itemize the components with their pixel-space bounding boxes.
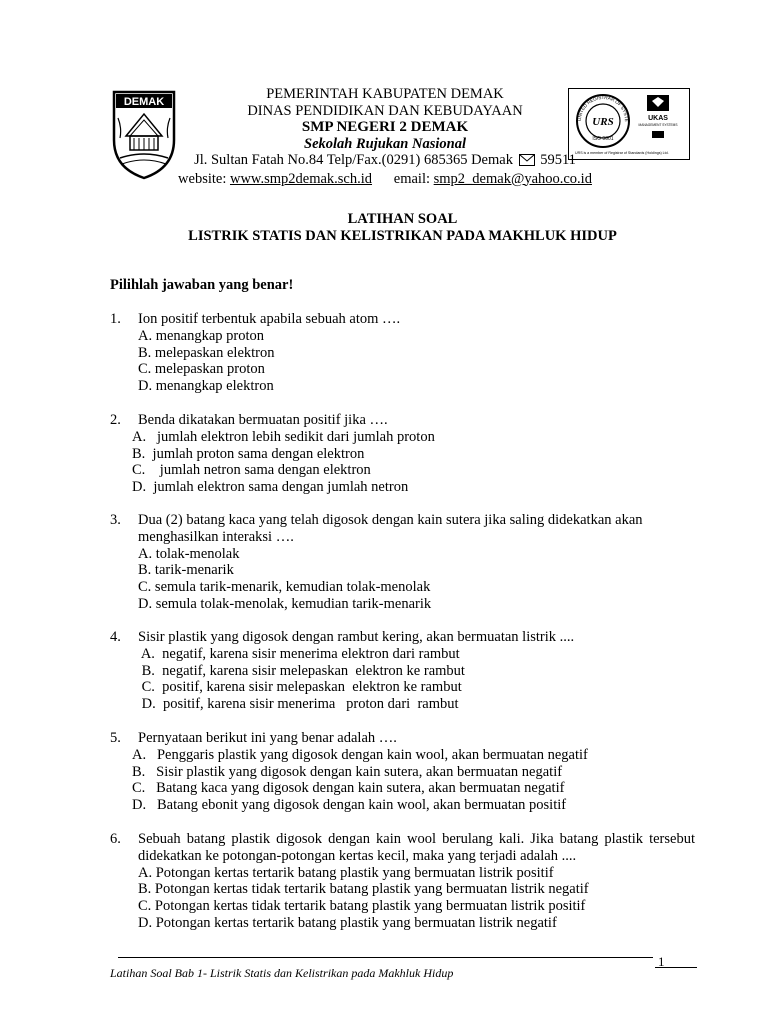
website-label: website:	[178, 170, 227, 187]
address-text: Jl. Sultan Fatah No.84 Telp/Fax.(0291) 685365 Demak	[194, 152, 513, 168]
question-number: 1.	[110, 311, 121, 327]
option-b: B. negatif, karena sisir melepaskan elektron ke rambut	[138, 662, 465, 679]
website-link[interactable]: www.smp2demak.sch.id	[229, 170, 373, 187]
page-number-rule	[655, 967, 697, 968]
question-stem: Pernyataan berikut ini yang benar adalah ….	[138, 730, 397, 746]
question-stem: Sisir plastik yang digosok dengan rambut kering, akan bermuatan listrik ....	[138, 629, 575, 645]
cert-ukas-text: UKAS	[648, 115, 668, 122]
question-number: 4.	[110, 629, 121, 645]
option-c: C. Batang kaca yang digosok dengan kain sutera, akan bermuatan negatif	[132, 780, 565, 797]
option-a: A. jumlah elektron lebih sedikit dari jumlah proton	[132, 428, 435, 445]
option-c: C. melepaskan proton	[138, 361, 265, 378]
logo-text: DEMAK	[123, 96, 165, 108]
option-a: A. tolak-menolak	[138, 545, 240, 562]
option-d: D. positif, karena sisir menerima proton dari rambut	[138, 696, 459, 713]
option-d: D. jumlah elektron sama dengan jumlah netron	[132, 479, 409, 496]
envelope-icon	[519, 154, 535, 171]
option-b: B. Sisir plastik yang digosok dengan kain sutera, akan bermuatan negatif	[132, 763, 563, 780]
question-1	[110, 311, 700, 395]
option-d: D. Potongan kertas tertarik batang plastik yang bermuatan listrik negatif	[138, 914, 557, 931]
title-line2: LISTRIK STATIS DAN KELISTRIKAN PADA MAKHLUK HIDUP	[188, 227, 617, 244]
school-name: SMP NEGERI 2 DEMAK	[301, 119, 469, 135]
question-3	[110, 512, 700, 613]
option-a: A. menangkap proton	[138, 327, 265, 344]
question-6	[110, 831, 700, 932]
question-number: 2.	[110, 412, 121, 428]
letterhead-line2: DINAS PENDIDIKAN DAN KEBUDAYAAN	[247, 102, 523, 119]
footer-divider	[118, 957, 653, 958]
question-2	[110, 412, 700, 496]
cert-ring-text: UNITED REGISTRAR OF SYSTE	[576, 94, 630, 122]
option-d: D. semula tolak-menolak, kemudian tarik-menarik	[138, 595, 432, 612]
contact-line	[150, 171, 620, 188]
cert-ukas-sub: MANAGEMENT SYSTEMS	[638, 123, 678, 127]
letterhead-line1: PEMERINTAH KABUPATEN DEMAK	[266, 86, 504, 102]
option-c: C. positif, karena sisir melepaskan elektron ke rambut	[138, 679, 462, 696]
document-title	[110, 211, 695, 244]
question-number: 5.	[110, 730, 121, 746]
question-number: 6.	[110, 831, 121, 847]
question-stem: Benda dikatakan bermuatan positif jika ….	[138, 412, 388, 428]
question-stem: Dua (2) batang kaca yang telah digosok dengan kain sutera jika saling didekatkan akan menghasilkan interaksi ….	[138, 512, 643, 545]
option-b: B. Potongan kertas tidak tertarik batang plastik yang bermuatan listrik negatif	[138, 881, 589, 898]
option-a: A. Potongan kertas tertarik batang plastik yang bermuatan listrik positif	[138, 864, 554, 881]
title-line1: LATIHAN SOAL	[347, 211, 458, 227]
school-motto: Sekolah Rujukan Nasional	[304, 135, 466, 152]
question-number: 3.	[110, 512, 121, 528]
option-a: A. Penggaris plastik yang digosok dengan kain wool, akan bermuatan negatif	[132, 746, 588, 763]
question-4	[110, 629, 700, 713]
option-c: C. Potongan kertas tidak tertarik batang plastik yang bermuatan listrik positif	[138, 898, 586, 915]
question-stem: Ion positif terbentuk apabila sebuah atom ….	[138, 311, 401, 327]
page-number: 1	[658, 954, 665, 969]
option-c: C. jumlah netron sama dengan elektron	[132, 462, 371, 479]
option-a: A. negatif, karena sisir menerima elektron dari rambut	[138, 645, 460, 662]
option-b: B. jumlah proton sama dengan elektron	[132, 445, 365, 462]
option-b: B. tarik-menarik	[138, 562, 234, 579]
option-c: C. semula tarik-menarik, kemudian tolak-menolak	[138, 579, 431, 596]
option-d: D. menangkap elektron	[138, 378, 274, 395]
letterhead	[150, 86, 620, 187]
cert-note: URS is a member of Registrar of Standards (Holdings) Ltd.	[575, 151, 669, 155]
option-d: D. Batang ebonit yang digosok dengan kain wool, akan bermuatan positif	[132, 797, 567, 814]
instruction: Pilihlah jawaban yang benar!	[110, 277, 294, 293]
footer-text: Latihan Soal Bab 1- Listrik Statis dan Kelistrikan pada Makhluk Hidup	[110, 966, 454, 980]
postcode: 59511	[540, 152, 576, 168]
svg-text:URS: URS	[592, 116, 614, 128]
email-link[interactable]: smp2_demak@yahoo.co.id	[433, 170, 592, 187]
question-stem: Sebuah batang plastik digosok dengan kain wool berulang kali. Jika batang plastik tersebut didekatkan ke potongan-potongan kertas kecil, maka yang terjadi adalah ....	[138, 831, 695, 864]
address-line	[150, 152, 620, 171]
email-label: email:	[393, 170, 431, 187]
question-5	[110, 730, 700, 814]
option-b: B. melepaskan elektron	[138, 344, 275, 361]
cert-iso-text: ISO 9001	[592, 136, 614, 142]
